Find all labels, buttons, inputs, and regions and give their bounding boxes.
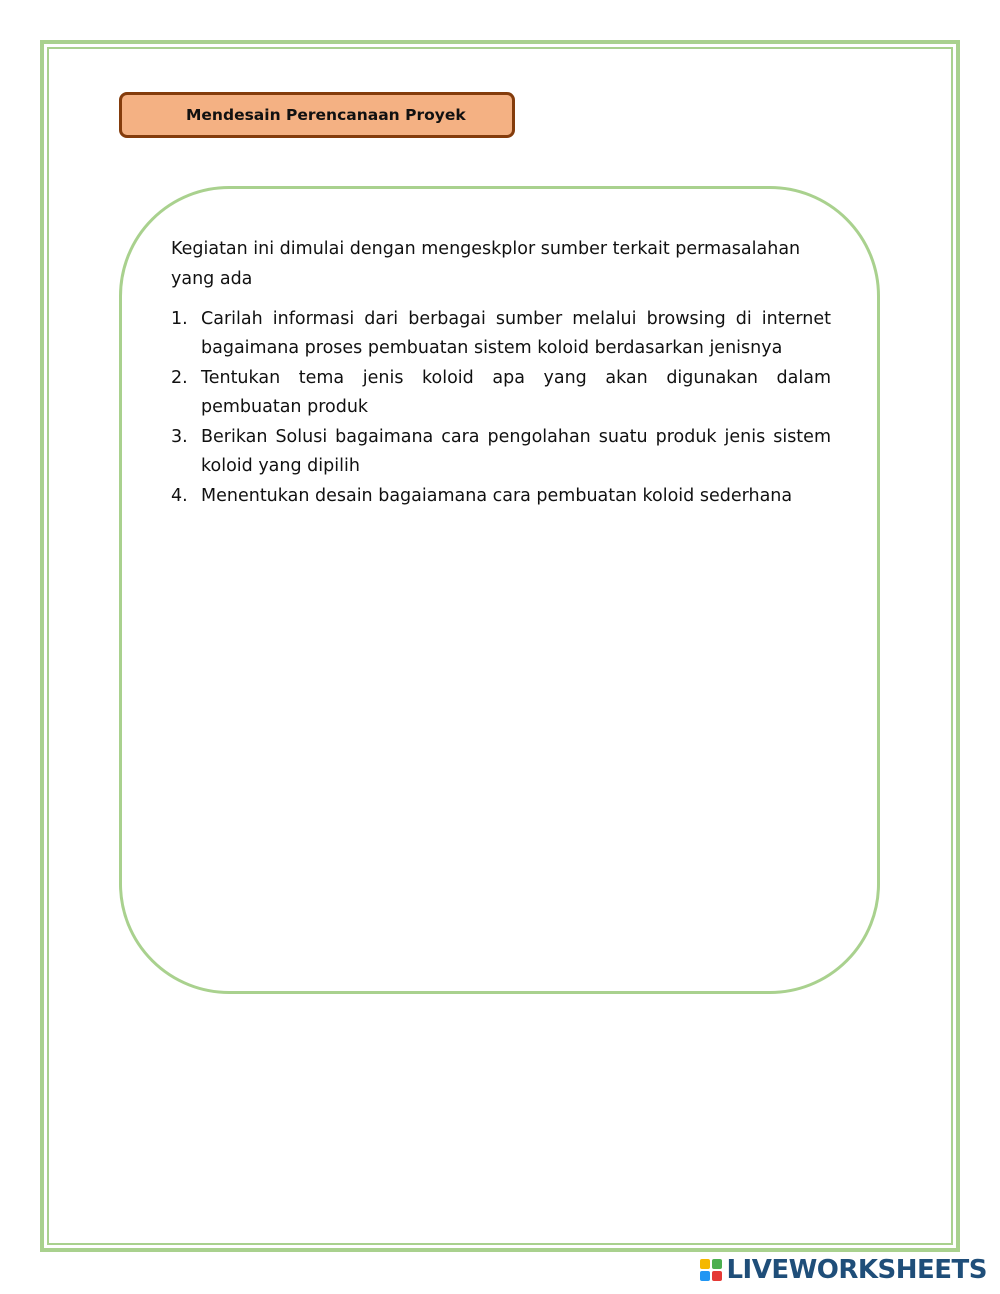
step-text: Tentukan tema jenis koloid apa yang akan digunakan dalam pembuatan produk [201, 368, 831, 417]
step-text: Berikan Solusi bagaimana cara pengolahan suatu produk jenis sistem koloid yang dipilih [201, 427, 831, 476]
logo-square-blue [700, 1271, 710, 1281]
step-text: Menentukan desain bagaiamana cara pembuatan koloid sederhana [201, 486, 793, 506]
list-item [171, 364, 831, 422]
section-title-box [119, 92, 515, 138]
step-number: 2. [171, 368, 188, 388]
section-title: Mendesain Perencanaan Proyek [186, 106, 466, 124]
liveworksheets-logo[interactable] [700, 1254, 987, 1286]
intro-text: Kegiatan ini dimulai dengan mengeskplor sumber terkait permasalahan yang ada [171, 239, 801, 289]
logo-square-green [712, 1259, 722, 1269]
steps-list [171, 305, 831, 512]
step-number: 3. [171, 427, 188, 447]
step-number: 1. [171, 309, 188, 329]
list-item [171, 305, 831, 363]
list-item [171, 482, 831, 511]
list-item [171, 423, 831, 481]
liveworksheets-logo-icon [700, 1259, 722, 1281]
logo-square-red [712, 1271, 722, 1281]
step-number: 4. [171, 486, 188, 506]
logo-square-yellow [700, 1259, 710, 1269]
step-text: Carilah informasi dari berbagai sumber melalui browsing di internet bagaimana proses pembuatan sistem koloid berdasarkan jenisnya [201, 309, 831, 358]
logo-text: LIVEWORKSHEETS [726, 1255, 987, 1285]
